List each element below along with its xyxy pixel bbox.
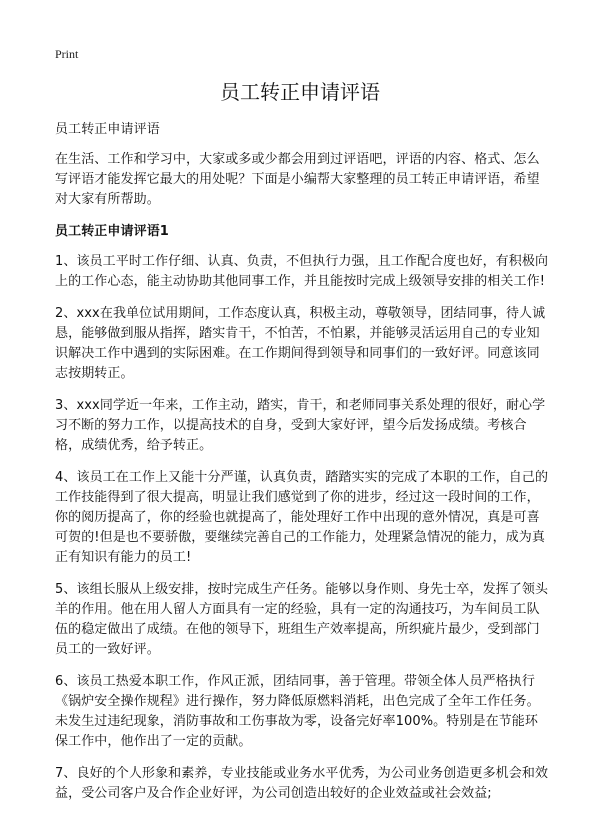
list-item: 6、该员工热爱本职工作，作风正派，团结同事，善于管理。带领全体人员严格执行《锅炉安全操作规程》进行操作，努力降低原燃料消耗，出色完成了全年工作任务。未发生过违纪现象，消防事故和工伤事故为零，设备完好率100%。特别是在节能环保工作中，他作出了一定的贡献。 <box>55 674 540 749</box>
list-item: 5、该组长服从上级安排，按时完成生产任务。能够以身作则、身先士卒，发挥了领头羊的作用。他在用人留人方面具有一定的经验，具有一定的沟通技巧，为车间员工队伍的稳定做出了成绩。在他的领导下，班组生产效率提高，所织疵片最少，受到部门员工的一致好评。 <box>55 582 549 657</box>
document-body <box>55 120 550 816</box>
section-heading: 员工转正申请评语1 <box>55 224 169 239</box>
list-item: 7、良好的个人形象和素养，专业技能或业务水平优秀，为公司业务创造更多机会和效益，受公司客户及合作企业好评，为公司创造出较好的企业效益或社会效益; <box>55 766 549 801</box>
list-item: 1、该员工平时工作仔细、认真、负责，不但执行力强，且工作配合度也好，有积极向上的工作心态，能主动协助其他同事工作，并且能按时完成上级领导安排的相关工作! <box>55 254 549 289</box>
list-item: 2、xxx在我单位试用期间，工作态度认真，积极主动，尊敬领导，团结同事，待人诚恳，能够做到服从指挥，踏实肯干，不怕苦，不怕累，并能够灵活运用自己的专业知识解决工作中遇到的实际困难。在工作期间得到领导和同事们的一致好评。同意该同志按期转正。 <box>55 306 546 381</box>
document-subtitle: 员工转正申请评语 <box>55 122 160 137</box>
print-link[interactable]: Print <box>55 47 79 61</box>
list-item: 3、xxx同学近一年来，工作主动，踏实，肯干，和老师同事关系处理的很好，耐心学习不断的努力工作，以提高技术的自身，受到大家好评，望今后发扬成绩。考核合格，成绩优秀，给予转正。 <box>55 398 546 453</box>
document-title: 员工转正申请评语 <box>220 80 380 104</box>
intro-paragraph: 在生活、工作和学习中，大家或多或少都会用到过评语吧，评语的内容、格式、怎么写评语才能发挥它最大的用处呢？下面是小编帮大家整理的员工转正申请评语，希望对大家有所帮助。 <box>55 152 540 207</box>
list-item: 4、该员工在工作上又能十分严谨，认真负责，踏踏实实的完成了本职的工作，自己的工作技能得到了很大提高，明显让我们感觉到了你的进步，经过这一段时间的工作，你的阅历提高了，你的经验也就提高了，能处理好工作中出现的意外情况，真是可喜可贺的!但是也不要骄傲，要继续完善自己的工作能力，处理紧急情况的能力，成为真正有知识有能力的员工! <box>55 470 549 565</box>
